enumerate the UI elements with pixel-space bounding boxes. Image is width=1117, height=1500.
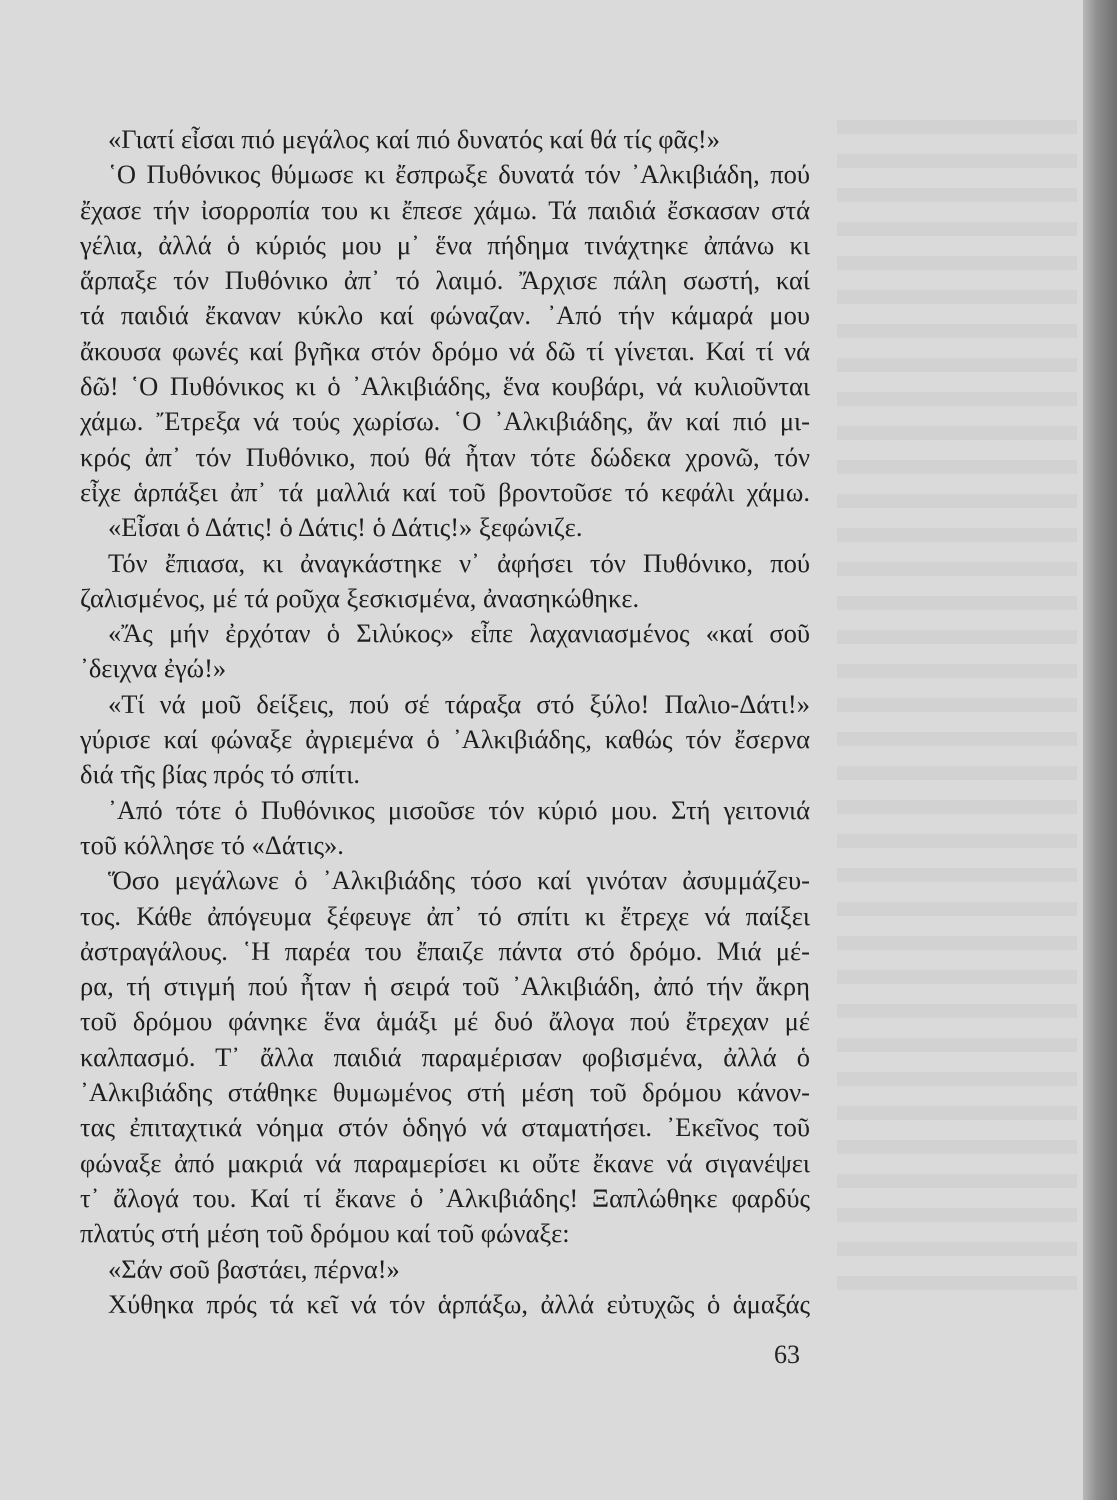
text-line: ῾Ο Πυθόνικος θύμωσε κι ἔσπρωξε δυνατά τόν ᾿Αλκιβιάδη, πού — [108, 159, 810, 190]
text-line: τ᾿ ἄλογά του. Καί τί ἔκανε ὁ ᾿Αλκιβιάδης! Ξαπλώθηκε φαρδύς — [80, 1182, 810, 1213]
text-line: ἄκουσα φωνές καί βγῆκα στόν δρόμο νά δῶ τί γίνεται. Καί τί νά — [80, 335, 810, 366]
text-line: τοῦ δρόμου φάνηκε ἕνα ἁμάξι μέ δυό ἄλογα πού ἔτρεχαν μέ — [80, 1006, 810, 1037]
text-line: δῶ! ῾Ο Πυθόνικος κι ὁ ᾿Αλκιβιάδης, ἕνα κουβάρι, νά κυλιοῦνται — [80, 371, 810, 402]
text-line: καλπασμό. Τ᾿ ἄλλα παιδιά παραμέρισαν φοβισμένα, ἀλλά ὁ — [80, 1041, 810, 1072]
text-line: ζαλισμένος, μέ τά ροῦχα ξεσκισμένα, ἀνασηκώθηκε. — [80, 582, 640, 613]
text-line: «Τί νά μοῦ δείξεις, πού σέ τάραξα στό ξύλο! Παλιο-Δάτι!» — [108, 688, 810, 719]
text-line: Ὅσο μεγάλωνε ὁ ᾿Αλκιβιάδης τόσο καί γινόταν ἀσυμμάζευ- — [108, 865, 810, 896]
text-line: ἀστραγάλους. ῾Η παρέα του ἔπαιζε πάντα στό δρόμο. Μιά μέ- — [80, 935, 810, 966]
text-line: ἔχασε τήν ἰσορροπία του κι ἔπεσε χάμω. Τά παιδιά ἔσκασαν στά — [80, 194, 810, 225]
text-line: «Ἄς μήν ἐρχόταν ὁ Σιλύκος» εἶπε λαχανιασμένος «καί σοῦ — [108, 618, 810, 649]
text-line: τας ἐπιταχτικά νόημα στόν ὁδηγό νά σταματήσει. ᾿Εκεῖνος τοῦ — [80, 1112, 810, 1143]
text-line: γέλια, ἀλλά ὁ κύριός μου μ᾿ ἕνα πήδημα τινάχτηκε ἀπάνω κι — [80, 229, 810, 260]
text-line: ᾿Από τότε ὁ Πυθόνικος μισοῦσε τόν κύριό μου. Στή γειτονιά — [108, 794, 810, 825]
page-edge — [1083, 0, 1117, 1500]
text-line: ἅρπαξε τόν Πυθόνικο ἀπ᾿ τό λαιμό. Ἄρχισε πάλη σωστή, καί — [80, 265, 810, 296]
text-line: πλατύς στή μέση τοῦ δρόμου καί τοῦ φώναξε: — [80, 1218, 570, 1249]
text-line: «Σάν σοῦ βαστάει, πέρνα!» — [108, 1253, 400, 1284]
text-line: τος. Κάθε ἀπόγευμα ξέφευγε ἀπ᾿ τό σπίτι κι ἔτρεχε νά παίξει — [80, 900, 810, 931]
text-line: τά παιδιά ἔκαναν κύκλο καί φώναζαν. ᾿Από τήν κάμαρά μου — [80, 300, 810, 331]
body-text — [80, 122, 810, 1322]
text-line: γύρισε καί φώναξε ἀγριεμένα ὁ ᾿Αλκιβιάδης, καθώς τόν ἔσερνα — [80, 724, 810, 755]
bleed-through-texture — [837, 120, 1077, 1300]
text-line: ᾿Αλκιβιάδης στάθηκε θυμωμένος στή μέση τοῦ δρόμου κάνον- — [80, 1077, 810, 1108]
text-line: εἶχε ἁρπάξει ἀπ᾿ τά μαλλιά καί τοῦ βροντοῦσε τό κεφάλι χάμω. — [80, 476, 810, 507]
page-number: 63 — [774, 1340, 800, 1369]
text-line: «Εἶσαι ὁ Δάτις! ὁ Δάτις! ὁ Δάτις!» ξεφώνιζε. — [108, 512, 583, 543]
text-line: Χύθηκα πρός τά κεῖ νά τόν ἁρπάξω, ἀλλά εὐτυχῶς ὁ ἁμαξάς — [108, 1288, 810, 1319]
text-line: τοῦ κόλλησε τό «Δάτις». — [80, 829, 344, 860]
text-line: φώναξε ἀπό μακριά νά παραμερίσει κι οὔτε ἔκανε νά σιγανέψει — [80, 1147, 810, 1178]
text-line: Τόν ἔπιασα, κι ἀναγκάστηκε ν᾿ ἀφήσει τόν Πυθόνικο, πού — [108, 547, 810, 578]
text-line: ᾿δειχνα ἐγώ!» — [80, 653, 227, 684]
text-line: κρός ἀπ᾿ τόν Πυθόνικο, πού θά ἦταν τότε δώδεκα χρονῶ, τόν — [80, 441, 810, 472]
text-line: διά τῆς βίας πρός τό σπίτι. — [80, 759, 361, 790]
text-line: «Γιατί εἶσαι πιό μεγάλος καί πιό δυνατός καί θά τίς φᾶς!» — [108, 124, 721, 154]
text-line: ρα, τή στιγμή πού ἦταν ἡ σειρά τοῦ ᾿Αλκιβιάδη, ἀπό τήν ἄκρη — [80, 971, 810, 1002]
text-line: χάμω. Ἔτρεξα νά τούς χωρίσω. ῾Ο ᾿Αλκιβιάδης, ἄν καί πιό μι- — [80, 406, 810, 437]
